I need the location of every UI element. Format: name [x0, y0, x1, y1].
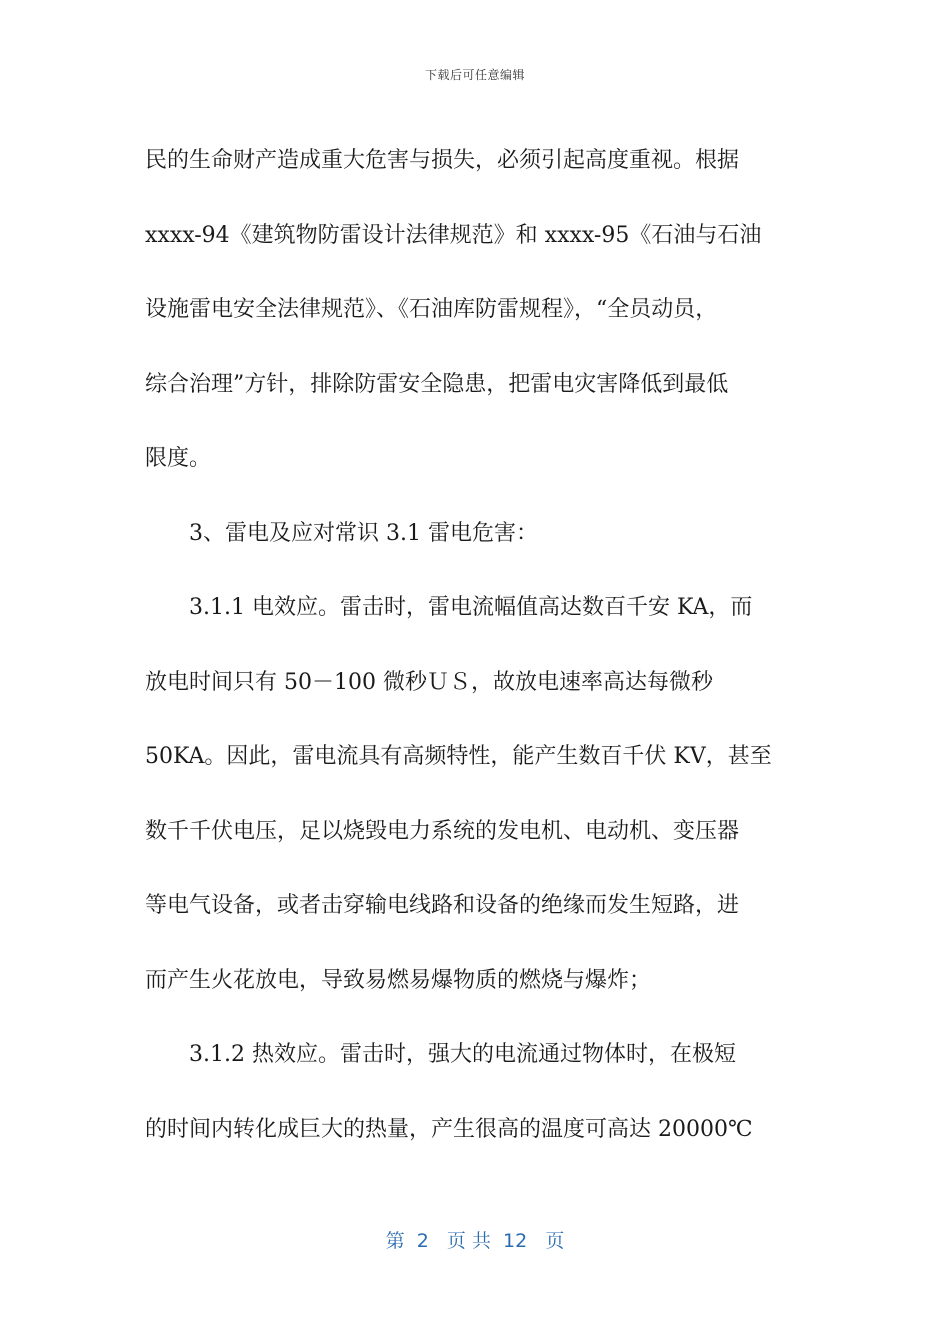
- text-line: 放电时间只有 50－100 微秒ＵＳ，故放电速率高达每微秒: [145, 669, 713, 695]
- text-line: 的时间内转化成巨大的热量，产生很高的温度可高达 20000℃: [145, 1116, 753, 1142]
- text-line: 50KA。因此，雷电流具有高频特性，能产生数百千伏 KV，甚至: [145, 744, 772, 769]
- text-line: 而产生火花放电，导致易燃易爆物质的燃烧与爆炸；: [145, 967, 652, 993]
- paragraph-start: 3.1.1 电效应。雷击时，雷电流幅值高达数百千安 KA，而: [189, 595, 753, 620]
- page-number-footer: 第 2 页 共 12 页: [385, 1230, 565, 1252]
- text-line: 数千千伏电压，足以烧毁电力系统的发电机、电动机、变压器: [145, 818, 740, 844]
- text-line: 设施雷电安全法律规范》、《石油库防雷规程》，“全员动员，: [145, 297, 718, 322]
- text-line: 限度。: [145, 446, 212, 471]
- document-body: [145, 124, 805, 1167]
- page-header-note: 下载后可任意编辑: [424, 68, 525, 82]
- section-heading: 3、雷电及应对常识 3.1 雷电危害：: [189, 520, 538, 546]
- paragraph-start: 3.1.2 热效应。雷击时，强大的电流通过物体时，在极短: [189, 1042, 736, 1067]
- text-line: 等电气设备，或者击穿输电线路和设备的绝缘而发生短路，进: [145, 893, 740, 918]
- text-line: 民的生命财产造成重大危害与损失，必须引起高度重视。根据: [145, 148, 740, 173]
- text-line: xxxx-94《建筑物防雷设计法律规范》和 xxxx-95《石油与石油: [145, 222, 762, 248]
- text-line: 综合治理”方针，排除防雷安全隐患，把雷电灾害降低到最低: [145, 371, 729, 397]
